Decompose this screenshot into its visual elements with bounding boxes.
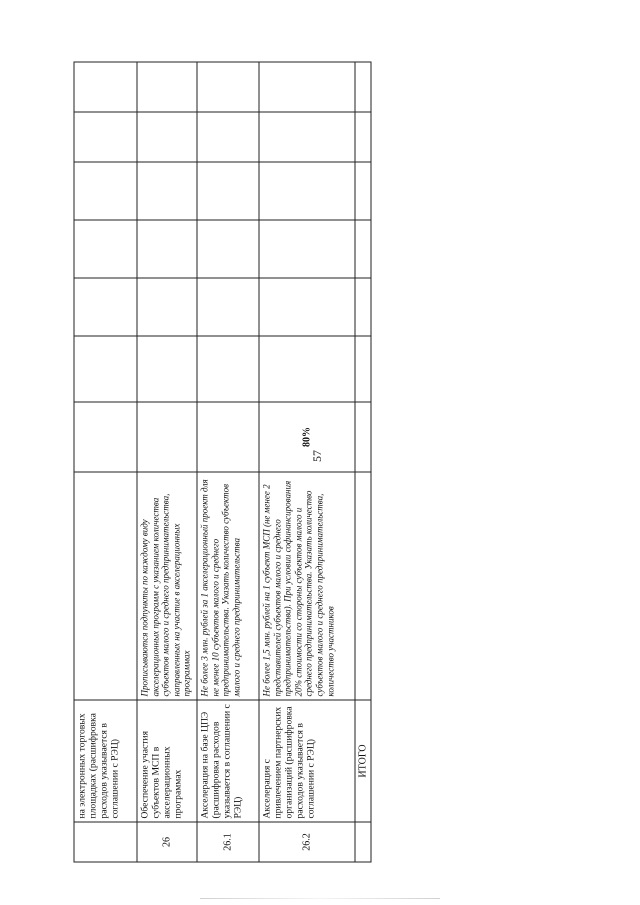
empty-cell	[137, 62, 197, 112]
table-row	[137, 62, 197, 862]
empty-cell	[137, 162, 197, 220]
row-number	[74, 822, 137, 862]
empty-cell	[355, 472, 371, 700]
event-description: Не более 3 млн. рублей за 1 акселерационный проект для не менее 10 субъектов малого и среднего предпринимательства. Указать количество субъектов малого и среднего предпринимательства	[197, 472, 259, 700]
empty-cell	[74, 162, 137, 220]
empty-cell	[355, 112, 371, 162]
percent-cell: 80%	[259, 402, 355, 472]
empty-cell	[259, 162, 355, 220]
empty-cell	[74, 112, 137, 162]
empty-cell	[74, 62, 137, 112]
empty-cell	[259, 278, 355, 336]
empty-cell	[137, 112, 197, 162]
total-label: ИТОГО	[355, 700, 371, 822]
empty-cell	[355, 336, 371, 402]
percent-cell	[197, 402, 259, 472]
empty-cell	[74, 278, 137, 336]
empty-cell	[197, 162, 259, 220]
event-description: Прописываются подпункты по каждому виду акселерационных программ с указанием количества субъектов малого и среднего предпринимательства, направленных на участие в акселерационных программах	[137, 472, 197, 700]
empty-cell	[137, 220, 197, 278]
empty-cell	[259, 336, 355, 402]
row-number: 26.1	[197, 822, 259, 862]
empty-cell	[74, 336, 137, 402]
empty-cell	[355, 278, 371, 336]
empty-cell	[74, 220, 137, 278]
event-name: на электронных торговых площадках (расшифровка расходов указывается в соглашении с РЭЦ)	[74, 700, 137, 822]
empty-cell	[355, 220, 371, 278]
table-row	[74, 62, 137, 862]
empty-cell	[197, 112, 259, 162]
table-row	[259, 62, 355, 862]
event-name: Акселерация с привлечением партнерских организаций (расшифровка расходов указывается в соглашении с РЭЦ)	[259, 700, 355, 822]
empty-cell	[355, 62, 371, 112]
event-description: Не более 1,5 млн. рублей на 1 субъект МСП (не менее 2 представителей субъектов малого и среднего предпринимательства). При условии софинансирования 20% стоимости со стороны субъектов малого и среднего предпринимательства. Указать количество субъектов малого и среднего предпринимательства, количество участников	[259, 472, 355, 700]
event-name: Акселерация на базе ЦПЭ (расшифровка расходов указывается в соглашении с РЭЦ)	[197, 700, 259, 822]
empty-cell	[197, 278, 259, 336]
percent-cell	[74, 402, 137, 472]
budget-table	[74, 61, 372, 862]
empty-cell	[355, 162, 371, 220]
page-number: 57	[310, 450, 324, 462]
row-number: 26.2	[259, 822, 355, 862]
empty-cell	[137, 278, 197, 336]
empty-cell	[137, 336, 197, 402]
event-description	[74, 472, 137, 700]
empty-cell	[259, 62, 355, 112]
scan-edge-mark	[200, 898, 440, 899]
total-row	[355, 62, 371, 862]
table-row	[197, 62, 259, 862]
empty-cell	[259, 112, 355, 162]
empty-cell	[197, 62, 259, 112]
event-name: Обеспечение участия субъектов МСП в акселерационных программах	[137, 700, 197, 822]
budget-table-rotated	[74, 62, 371, 862]
empty-cell	[355, 402, 371, 472]
empty-cell	[259, 220, 355, 278]
empty-cell	[355, 822, 371, 862]
empty-cell	[197, 336, 259, 402]
percent-cell	[137, 402, 197, 472]
empty-cell	[197, 220, 259, 278]
row-number: 26	[137, 822, 197, 862]
